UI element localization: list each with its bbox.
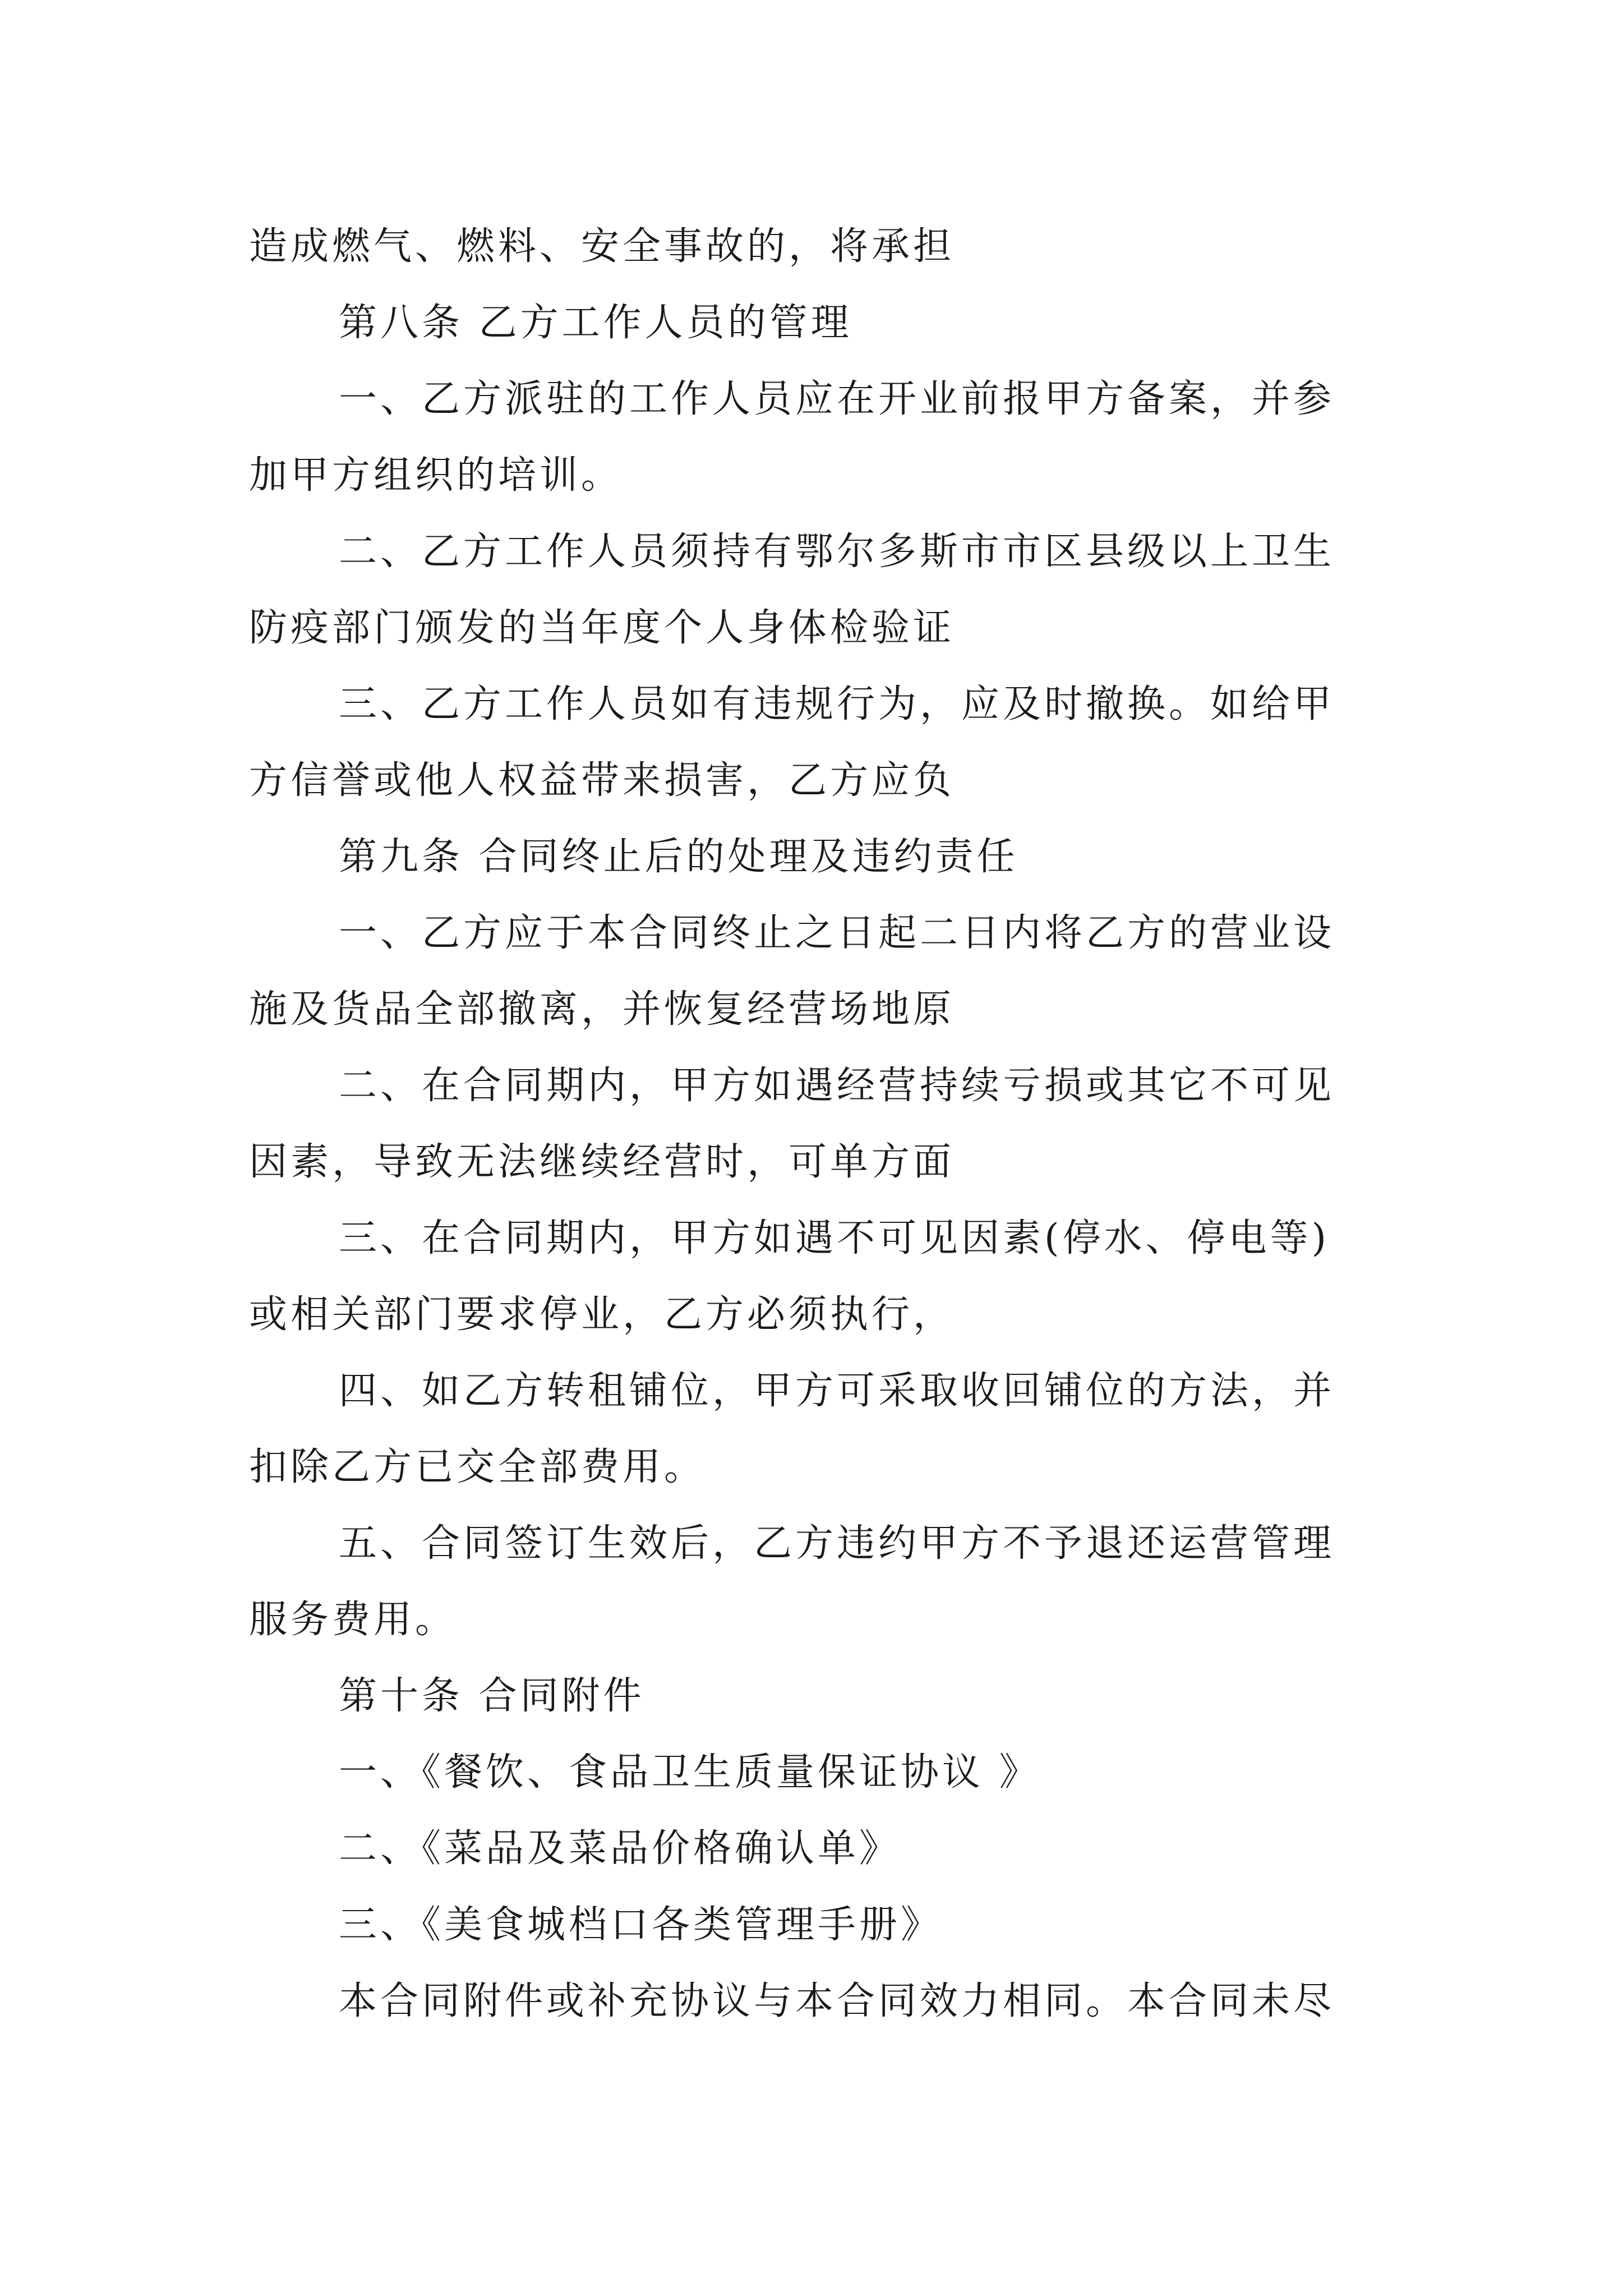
text-line: 因素，导致无法继续经营时，可单方面 (249, 1140, 955, 1184)
document-body (249, 209, 1393, 2040)
text-line: 二、在合同期内，甲方如遇经营持续亏损或其它不可见 (339, 1064, 1335, 1108)
attachment-item: 一、《餐饮、食品卫生质量保证协议 》 (339, 1750, 1041, 1795)
text-line: 造成燃气、燃料、安全事故的，将承担 (249, 224, 955, 269)
attachment-item: 二、《菜品及菜品价格确认单》 (339, 1826, 901, 1871)
text-line: 本合同附件或补充协议与本合同效力相同。本合同未尽 (339, 1979, 1335, 2023)
text-line: 防疫部门颁发的当年度个人身体检验证 (249, 606, 955, 650)
attachment-item: 三、《美食城档口各类管理手册》 (339, 1903, 943, 1947)
text-line: 或相关部门要求停业，乙方必须执行， (249, 1292, 955, 1337)
text-line: 一、乙方应于本合同终止之日起二日内将乙方的营业设 (339, 911, 1335, 955)
text-line: 施及货品全部撤离，并恢复经营场地原 (249, 987, 955, 1032)
article-heading: 第八条 乙方工作人员的管理 (339, 301, 852, 345)
text-line: 三、乙方工作人员如有违规行为，应及时撤换。如给甲 (339, 682, 1335, 726)
text-line: 加甲方组织的培训。 (249, 453, 623, 498)
text-line: 二、乙方工作人员须持有鄂尔多斯市市区县级以上卫生 (339, 530, 1335, 574)
text-line: 三、在合同期内，甲方如遇不可见因素(停水、停电等) (339, 1216, 1330, 1260)
text-line: 方信誉或他人权益带来损害，乙方应负 (249, 758, 955, 803)
text-line: 五、合同签订生效后，乙方违约甲方不予退还运营管理 (339, 1521, 1335, 1566)
text-line: 服务费用。 (249, 1598, 457, 1642)
article-heading: 第九条 合同终止后的处理及违约责任 (339, 835, 1018, 879)
text-line: 扣除乙方已交全部费用。 (249, 1445, 706, 1489)
text-line: 一、乙方派驻的工作人员应在开业前报甲方备案，并参 (339, 377, 1335, 421)
text-line: 四、如乙方转租铺位，甲方可采取收回铺位的方法，并 (339, 1369, 1335, 1413)
article-heading: 第十条 合同附件 (339, 1674, 645, 1718)
